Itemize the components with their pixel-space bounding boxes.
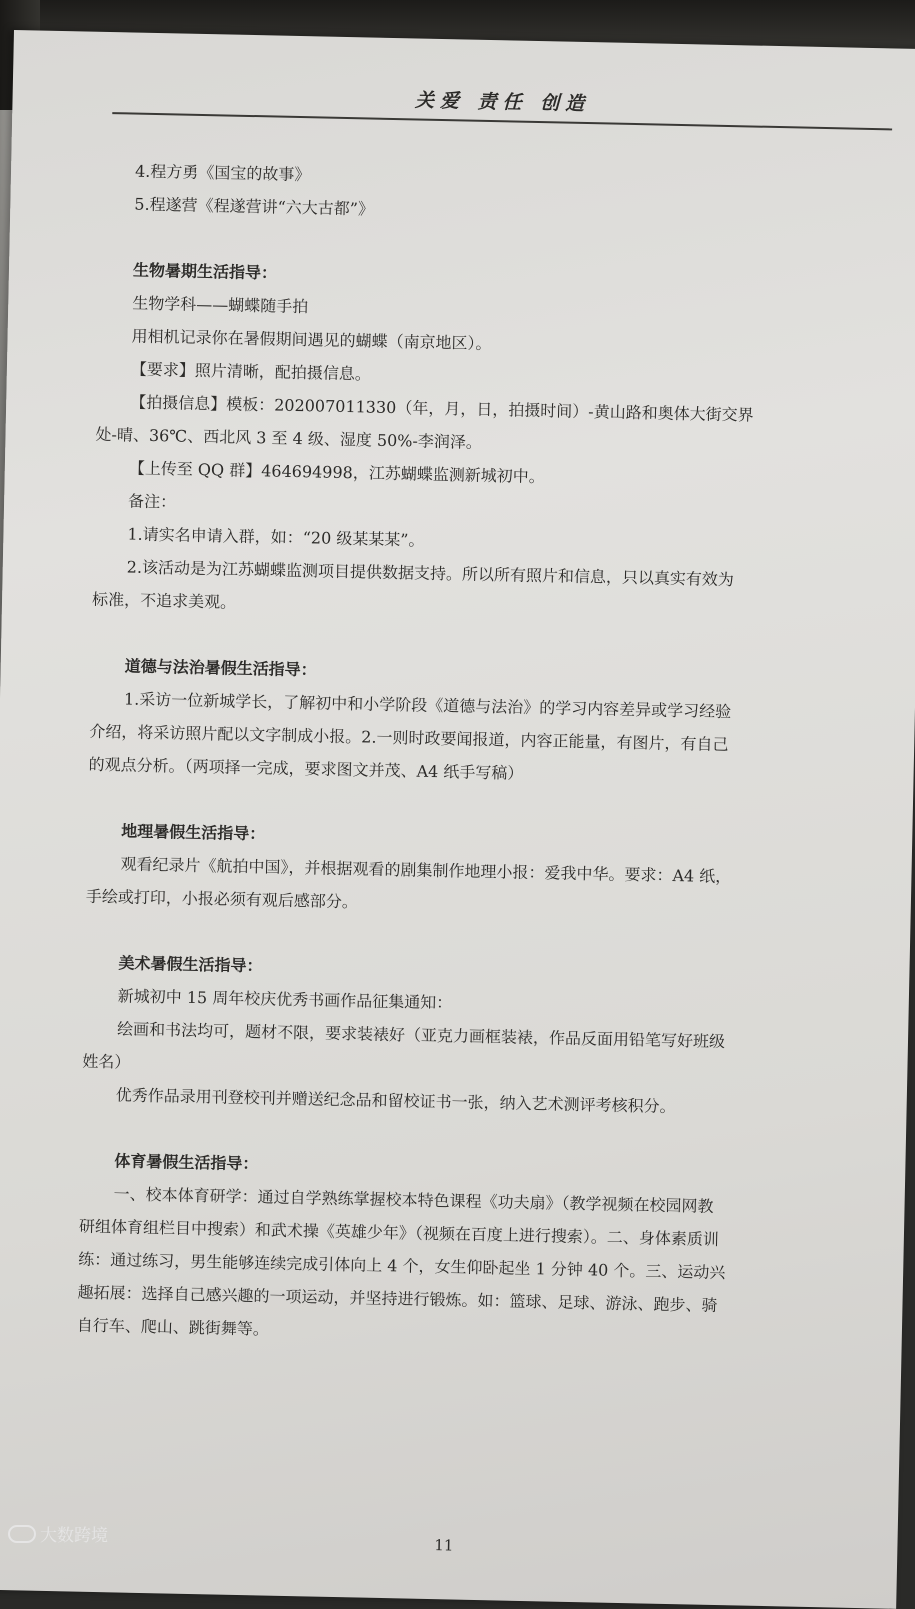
text-line: 观看纪录片《航拍中国》，并根据观看的剧集制作地理小报：爱我中华。要求：A4 纸， — [120, 854, 732, 887]
text-line: 5.程遂营《程遂营讲“六大古都”》 — [134, 194, 375, 219]
text-line: 【要求】照片清晰，配拍摄信息。 — [130, 359, 372, 384]
text-line: 趣拓展：选择自己感兴趣的一项运动，并坚持进行锻炼。如：篮球、足球、游泳、跑步、骑 — [77, 1282, 718, 1316]
text-line: 1.请实名申请入群，如：“20 级某某某”。 — [127, 524, 425, 550]
text-line: 手绘或打印，小报必须有观后感部分。 — [85, 886, 359, 912]
text-line: 介绍，将采访照片配以文字制成小报。2.一则时政要闻报道，内容正能量，有图片，有自己 — [89, 721, 729, 755]
text-line: 4.程方勇《国宝的故事》 — [134, 161, 311, 185]
text-line: 新城初中 15 周年校庆优秀书画作品征集通知： — [117, 986, 453, 1013]
page-number: 11 — [434, 1536, 454, 1555]
section-heading: 地理暑假生活指导： — [121, 821, 266, 844]
text-line: 生物学科——蝴蝶随手拍 — [132, 293, 309, 317]
watermark-logo-icon — [8, 1525, 36, 1543]
text-line: 研组体育组栏目中搜索）和武术操《英雄少年》（视频在百度上进行搜索）。二、身体素质训 — [78, 1216, 720, 1250]
page-header-motto: 关爱 责任 创造 — [414, 89, 591, 116]
text-line: 1.采访一位新城学长，了解初中和小学阶段《道德与法治》的学习内容差异或学习经验 — [123, 689, 732, 722]
text-line: 处-晴、36℃、西北风 3 至 4 级、湿度 50%-李润泽。 — [95, 424, 483, 452]
text-line: 【拍摄信息】模板：202007011330（年，月，日，拍摄时间）-黄山路和奥体大街交界 — [130, 392, 754, 425]
page-body — [77, 154, 882, 1358]
text-line: 绘画和书法均可，题材不限，要求装裱好（亚克力画框装裱，作品反面用铅笔写好班级 — [116, 1019, 726, 1052]
text-line: 【上传至 QQ 群】464694998，江苏蝴蝶监测新城初中。 — [128, 458, 545, 487]
text-line: 的观点分析。（两项择一完成，要求图文并茂、A4 纸手写稿） — [88, 754, 524, 783]
document-page — [0, 30, 915, 1609]
text-line: 2.该活动是为江苏蝴蝶监测项目提供数据支持。所以所有照片和信息，只以真实有效为 — [126, 557, 735, 590]
section-heading: 美术暑假生活指导： — [118, 953, 263, 976]
section-heading: 道德与法治暑假生活指导： — [124, 656, 317, 680]
text-line: 一、校本体育研学：通过自学熟练掌握校本特色课程《功夫扇》（教学视频在校园网教 — [113, 1184, 714, 1216]
watermark — [8, 1521, 108, 1546]
text-line: 练：通过练习，男生能够连续完成引体向上 4 个，女生仰卧起坐 1 分钟 40 个。三、运动兴 — [78, 1249, 726, 1283]
text-line: 自行车、爬山、跳街舞等。 — [76, 1315, 270, 1339]
header-rule — [112, 112, 892, 130]
watermark-text: 大数跨境 — [40, 1526, 108, 1546]
text-line: 标准，不追求美观。 — [91, 589, 237, 612]
text-line: 优秀作品录用刊登校刊并赠送纪念品和留校证书一张，纳入艺术测评考核积分。 — [115, 1085, 676, 1117]
section-heading: 体育暑假生活指导： — [114, 1151, 259, 1174]
text-line: 用相机记录你在暑假期间遇见的蝴蝶（南京地区）。 — [131, 326, 492, 354]
text-line: 姓名） — [82, 1051, 131, 1072]
section-heading: 生物暑期生活指导： — [132, 260, 278, 283]
text-line: 备注： — [127, 491, 177, 512]
